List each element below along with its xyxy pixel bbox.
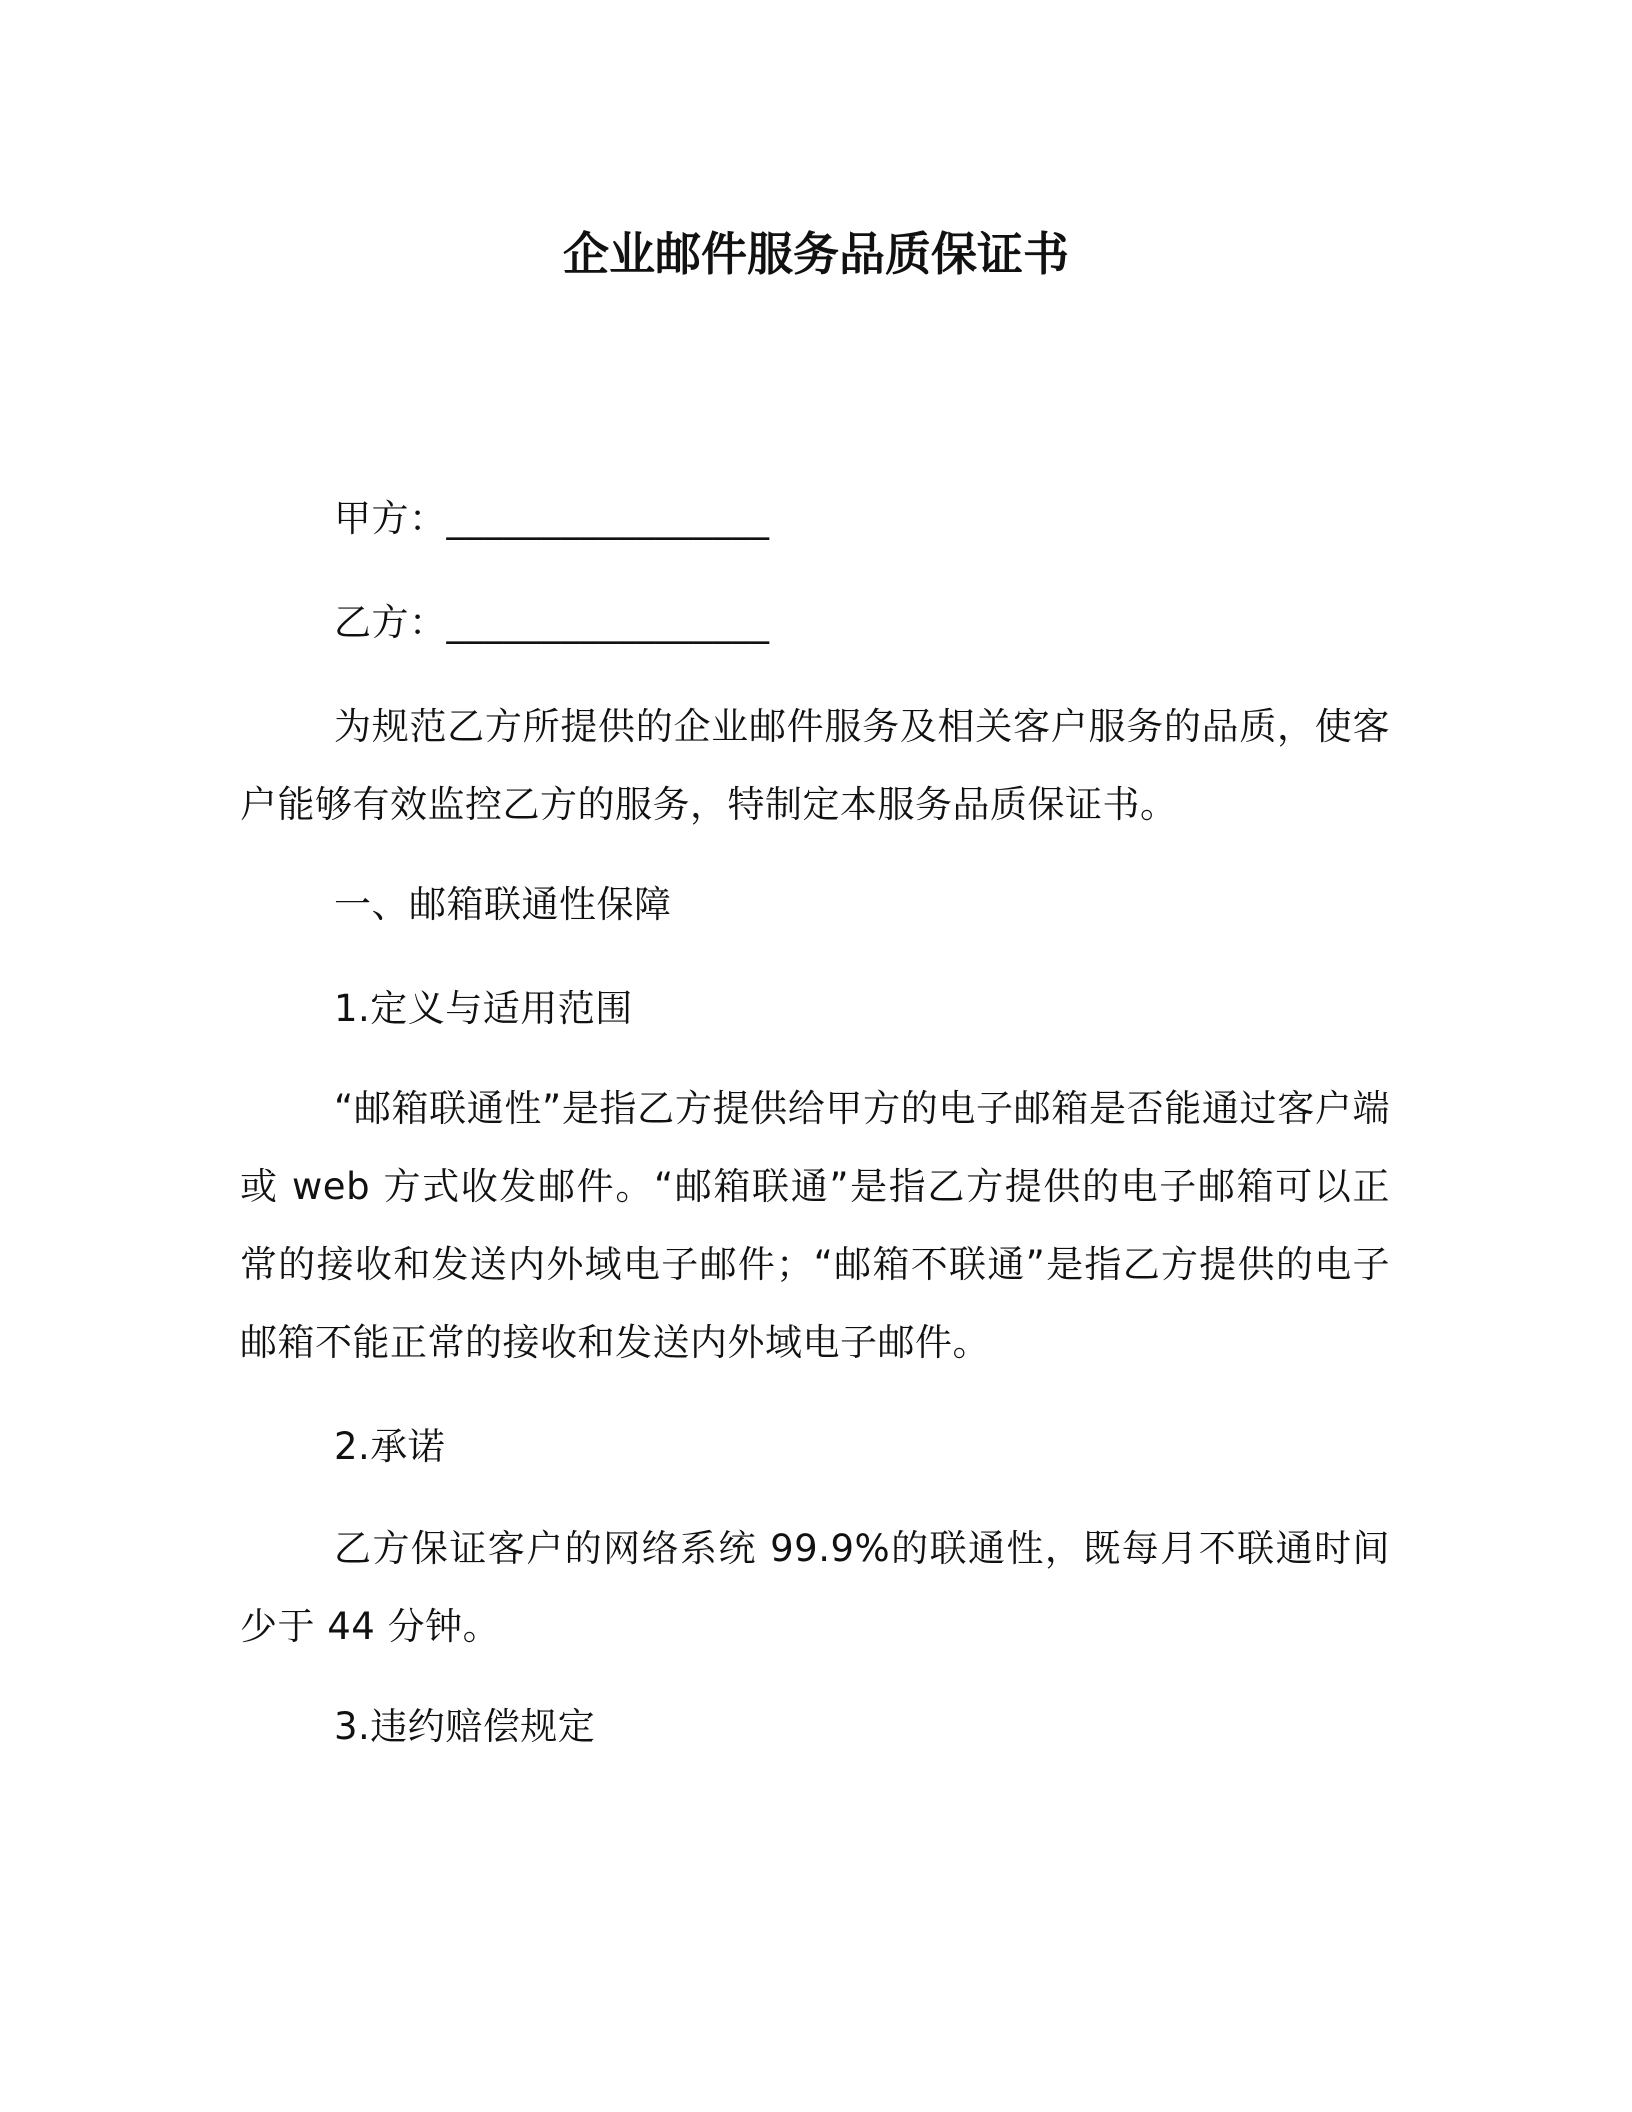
party-b-line: 乙方：_________________ (334, 601, 770, 644)
document-title: 企业邮件服务品质保证书 (563, 227, 1069, 281)
party-a-line: 甲方：_________________ (334, 497, 770, 540)
subsection-2-paragraph: 乙方保证客户的网络系统 99.9%的联通性，既每月不联通时间少于 44 分钟。 (240, 1527, 1390, 1648)
subsection-3-heading: 3.违约赔偿规定 (334, 1705, 596, 1748)
subsection-1-paragraph: “邮箱联通性”是指乙方提供给甲方的电子邮箱是否能通过客户端或 web 方式收发邮件。“邮箱联通”是指乙方提供的电子邮箱可以正常的接收和发送内外域电子邮件；“邮箱不联通”是指乙方提供的电子邮箱不能正常的接收和发送内外域电子邮件。 (240, 1087, 1390, 1364)
section-1-heading: 一、邮箱联通性保障 (334, 883, 672, 926)
intro-paragraph: 为规范乙方所提供的企业邮件服务及相关客户服务的品质，使客户能够有效监控乙方的服务，特制定本服务品质保证书。 (240, 705, 1390, 826)
subsection-2-heading: 2.承诺 (334, 1425, 446, 1468)
subsection-1-heading: 1.定义与适用范围 (334, 987, 633, 1030)
